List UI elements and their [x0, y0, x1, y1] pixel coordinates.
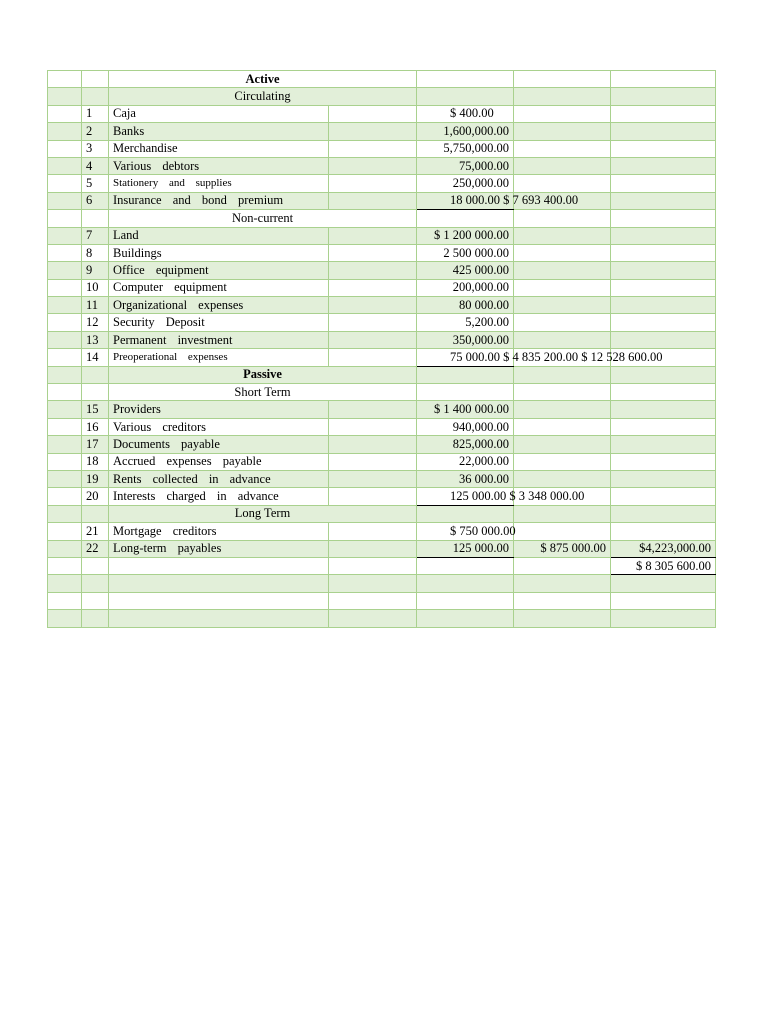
table-row: [48, 523, 716, 540]
row-number-cell[interactable]: 12: [82, 314, 109, 331]
blank-cell[interactable]: [48, 540, 82, 557]
blank-cell[interactable]: [48, 279, 82, 296]
blank-cell[interactable]: [48, 366, 82, 383]
amount-cell[interactable]: 125 000.00 $ 3 348 000.00: [417, 488, 514, 505]
row-number-cell[interactable]: 19: [82, 470, 109, 487]
table-row: [48, 210, 716, 227]
total-cell[interactable]: [611, 470, 716, 487]
table-row: [48, 88, 716, 105]
blank-cell[interactable]: [48, 105, 82, 122]
blank-cell[interactable]: [48, 88, 82, 105]
blank-cell[interactable]: [329, 279, 417, 296]
subtotal-cell[interactable]: [514, 244, 611, 261]
account-label-cell[interactable]: Permanent investment: [109, 331, 329, 348]
blank-cell[interactable]: [48, 523, 82, 540]
amount-cell[interactable]: [417, 88, 514, 105]
account-label-cell[interactable]: Buildings: [109, 244, 329, 261]
account-label-cell[interactable]: Various debtors: [109, 157, 329, 174]
blank-cell[interactable]: [48, 453, 82, 470]
row-number-cell[interactable]: 16: [82, 418, 109, 435]
row-number-cell[interactable]: 21: [82, 523, 109, 540]
account-label-cell[interactable]: [109, 557, 329, 574]
blank-cell[interactable]: [329, 592, 417, 609]
amount-cell[interactable]: [417, 505, 514, 522]
blank-cell[interactable]: [329, 610, 417, 627]
blank-cell[interactable]: [48, 331, 82, 348]
total-cell[interactable]: [611, 227, 716, 244]
account-label-cell[interactable]: Stationery and supplies: [109, 175, 329, 192]
table-row: [48, 279, 716, 296]
blank-cell[interactable]: [329, 140, 417, 157]
total-cell[interactable]: [611, 331, 716, 348]
account-label-cell[interactable]: Caja: [109, 105, 329, 122]
section-heading-cell[interactable]: Circulating: [109, 88, 417, 105]
total-cell[interactable]: [611, 505, 716, 522]
blank-cell[interactable]: [48, 349, 82, 366]
account-label-cell[interactable]: Providers: [109, 401, 329, 418]
blank-cell[interactable]: [48, 610, 82, 627]
blank-cell[interactable]: [48, 436, 82, 453]
amount-cell[interactable]: [417, 592, 514, 609]
blank-cell[interactable]: [329, 157, 417, 174]
blank-cell[interactable]: [48, 314, 82, 331]
amount-cell[interactable]: 18 000.00 $ 7 693 400.00: [417, 192, 514, 209]
section-heading-cell[interactable]: Non-current: [109, 210, 417, 227]
blank-cell[interactable]: [329, 262, 417, 279]
row-number-cell[interactable]: 10: [82, 279, 109, 296]
amount-cell[interactable]: 350,000.00: [417, 331, 514, 348]
amount-cell[interactable]: [417, 366, 514, 383]
subtotal-cell[interactable]: [514, 401, 611, 418]
blank-cell[interactable]: [48, 140, 82, 157]
amount-cell[interactable]: 940,000.00: [417, 418, 514, 435]
blank-cell[interactable]: [48, 384, 82, 401]
table-row: [48, 453, 716, 470]
account-label-cell[interactable]: Preoperational expenses: [109, 349, 329, 366]
blank-cell[interactable]: [329, 523, 417, 540]
amount-cell[interactable]: 2 500 000.00: [417, 244, 514, 261]
table-row: [48, 140, 716, 157]
row-number-cell[interactable]: 15: [82, 401, 109, 418]
blank-cell[interactable]: [329, 123, 417, 140]
blank-cell[interactable]: [48, 192, 82, 209]
blank-cell[interactable]: [329, 453, 417, 470]
blank-cell[interactable]: [48, 401, 82, 418]
row-number-cell[interactable]: 11: [82, 297, 109, 314]
subtotal-cell[interactable]: [514, 453, 611, 470]
total-cell[interactable]: [611, 88, 716, 105]
table-row: [48, 401, 716, 418]
table-row: [48, 349, 716, 366]
account-label-cell[interactable]: Various creditors: [109, 418, 329, 435]
account-label-cell[interactable]: Land: [109, 227, 329, 244]
blank-cell[interactable]: [48, 227, 82, 244]
amount-cell[interactable]: 250,000.00: [417, 175, 514, 192]
blank-cell[interactable]: [329, 244, 417, 261]
amount-cell[interactable]: 1,600,000.00: [417, 123, 514, 140]
blank-cell[interactable]: [48, 557, 82, 574]
table-row: [48, 436, 716, 453]
row-number-cell[interactable]: [82, 557, 109, 574]
account-label-cell[interactable]: [109, 610, 329, 627]
total-cell[interactable]: [611, 262, 716, 279]
row-number-cell[interactable]: [82, 366, 109, 383]
table-row: [48, 384, 716, 401]
account-label-cell[interactable]: Interests charged in advance: [109, 488, 329, 505]
amount-cell[interactable]: 125 000.00: [417, 540, 514, 557]
blank-cell[interactable]: [329, 314, 417, 331]
total-cell[interactable]: [611, 401, 716, 418]
subtotal-cell[interactable]: [514, 523, 611, 540]
account-label-cell[interactable]: Insurance and bond premium: [109, 192, 329, 209]
amount-cell[interactable]: 80 000.00: [417, 297, 514, 314]
subtotal-cell[interactable]: $ 875 000.00: [514, 540, 611, 557]
blank-cell[interactable]: [329, 331, 417, 348]
blank-cell[interactable]: [329, 297, 417, 314]
amount-cell[interactable]: [417, 384, 514, 401]
blank-cell[interactable]: [329, 418, 417, 435]
blank-cell[interactable]: [329, 227, 417, 244]
blank-cell[interactable]: [48, 157, 82, 174]
total-cell[interactable]: $ 8 305 600.00: [611, 557, 716, 574]
row-number-cell[interactable]: 2: [82, 123, 109, 140]
row-number-cell[interactable]: 8: [82, 244, 109, 261]
row-number-cell[interactable]: [82, 384, 109, 401]
blank-cell[interactable]: [48, 470, 82, 487]
account-label-cell[interactable]: [109, 592, 329, 609]
table-row: [48, 314, 716, 331]
total-cell[interactable]: [611, 523, 716, 540]
amount-cell[interactable]: $ 400.00: [417, 105, 514, 122]
subtotal-cell[interactable]: [514, 157, 611, 174]
account-label-cell[interactable]: [109, 575, 329, 592]
subtotal-cell[interactable]: [514, 575, 611, 592]
total-cell[interactable]: $4,223,000.00: [611, 540, 716, 557]
table-row: [48, 418, 716, 435]
row-number-cell[interactable]: [82, 575, 109, 592]
total-cell[interactable]: [611, 436, 716, 453]
subtotal-cell[interactable]: [514, 505, 611, 522]
total-cell[interactable]: [611, 366, 716, 383]
subtotal-cell[interactable]: [514, 384, 611, 401]
total-cell[interactable]: [611, 384, 716, 401]
row-number-cell[interactable]: 20: [82, 488, 109, 505]
total-cell[interactable]: [611, 140, 716, 157]
balance-sheet-table: [47, 70, 716, 628]
table-row: [48, 175, 716, 192]
amount-cell[interactable]: $ 1 200 000.00: [417, 227, 514, 244]
subtotal-cell[interactable]: [514, 366, 611, 383]
account-label-cell[interactable]: Documents payable: [109, 436, 329, 453]
amount-cell[interactable]: 825,000.00: [417, 436, 514, 453]
total-cell[interactable]: [611, 610, 716, 627]
subtotal-cell[interactable]: [514, 105, 611, 122]
subtotal-cell[interactable]: [514, 592, 611, 609]
table-row: [48, 331, 716, 348]
subtotal-cell[interactable]: [514, 610, 611, 627]
table-row: [48, 488, 716, 505]
total-cell[interactable]: [611, 314, 716, 331]
table-row: [48, 297, 716, 314]
row-number-cell[interactable]: 1: [82, 105, 109, 122]
total-cell[interactable]: [611, 488, 716, 505]
row-number-cell[interactable]: 5: [82, 175, 109, 192]
amount-cell[interactable]: 200,000.00: [417, 279, 514, 296]
row-number-cell[interactable]: [82, 610, 109, 627]
table-row: [48, 366, 716, 383]
row-number-cell[interactable]: 22: [82, 540, 109, 557]
blank-cell[interactable]: [329, 105, 417, 122]
subtotal-cell[interactable]: [514, 71, 611, 88]
amount-cell[interactable]: 5,750,000.00: [417, 140, 514, 157]
blank-cell[interactable]: [329, 575, 417, 592]
section-heading-cell[interactable]: Short Term: [109, 384, 417, 401]
account-label-cell[interactable]: Organizational expenses: [109, 297, 329, 314]
account-label-cell[interactable]: Accrued expenses payable: [109, 453, 329, 470]
total-cell[interactable]: [611, 453, 716, 470]
total-cell[interactable]: [611, 592, 716, 609]
row-number-cell[interactable]: [82, 505, 109, 522]
subtotal-cell[interactable]: [514, 470, 611, 487]
blank-cell[interactable]: [329, 192, 417, 209]
table-row: [48, 192, 716, 209]
account-label-cell[interactable]: Security Deposit: [109, 314, 329, 331]
table-row: [48, 592, 716, 609]
amount-cell[interactable]: [417, 610, 514, 627]
account-label-cell[interactable]: Banks: [109, 123, 329, 140]
blank-cell[interactable]: [48, 210, 82, 227]
total-cell[interactable]: [611, 123, 716, 140]
total-cell[interactable]: [611, 105, 716, 122]
table-row: [48, 105, 716, 122]
total-cell[interactable]: [611, 418, 716, 435]
amount-cell[interactable]: [417, 557, 514, 574]
blank-cell[interactable]: [48, 505, 82, 522]
table-row: [48, 610, 716, 627]
row-number-cell[interactable]: 7: [82, 227, 109, 244]
subtotal-cell[interactable]: [514, 140, 611, 157]
subtotal-cell[interactable]: [514, 557, 611, 574]
blank-cell[interactable]: [329, 436, 417, 453]
amount-cell[interactable]: $ 750 000.00: [417, 523, 514, 540]
subtotal-cell[interactable]: [514, 297, 611, 314]
table-row: [48, 123, 716, 140]
table-row: [48, 262, 716, 279]
blank-cell[interactable]: [48, 175, 82, 192]
row-number-cell[interactable]: 3: [82, 140, 109, 157]
table-row: [48, 157, 716, 174]
blank-cell[interactable]: [48, 71, 82, 88]
blank-cell[interactable]: [48, 488, 82, 505]
amount-cell[interactable]: [417, 210, 514, 227]
subtotal-cell[interactable]: [514, 436, 611, 453]
account-label-cell[interactable]: Mortgage creditors: [109, 523, 329, 540]
total-cell[interactable]: [611, 575, 716, 592]
row-number-cell[interactable]: 14: [82, 349, 109, 366]
row-number-cell[interactable]: [82, 88, 109, 105]
account-label-cell[interactable]: Computer equipment: [109, 279, 329, 296]
table-row: [48, 540, 716, 557]
blank-cell[interactable]: [48, 244, 82, 261]
blank-cell[interactable]: [48, 297, 82, 314]
blank-cell[interactable]: [329, 557, 417, 574]
section-heading-cell[interactable]: Long Term: [109, 505, 417, 522]
account-label-cell[interactable]: Long-term payables: [109, 540, 329, 557]
total-cell[interactable]: [611, 210, 716, 227]
total-cell[interactable]: [611, 279, 716, 296]
blank-cell[interactable]: [329, 349, 417, 366]
section-heading-cell[interactable]: Passive: [109, 366, 417, 383]
account-label-cell[interactable]: Rents collected in advance: [109, 470, 329, 487]
blank-cell[interactable]: [48, 123, 82, 140]
table-row: [48, 244, 716, 261]
subtotal-cell[interactable]: [514, 279, 611, 296]
table-row: [48, 557, 716, 574]
subtotal-cell[interactable]: [514, 175, 611, 192]
blank-cell[interactable]: [48, 592, 82, 609]
subtotal-cell[interactable]: [514, 210, 611, 227]
amount-cell[interactable]: 36 000.00: [417, 470, 514, 487]
blank-cell[interactable]: [48, 262, 82, 279]
blank-cell[interactable]: [329, 470, 417, 487]
section-heading-cell[interactable]: Active: [109, 71, 417, 88]
amount-cell[interactable]: 22,000.00: [417, 453, 514, 470]
subtotal-cell[interactable]: [514, 331, 611, 348]
amount-cell[interactable]: 75,000.00: [417, 157, 514, 174]
subtotal-cell[interactable]: [514, 88, 611, 105]
total-cell[interactable]: [611, 71, 716, 88]
blank-cell[interactable]: [329, 401, 417, 418]
subtotal-cell[interactable]: [514, 123, 611, 140]
subtotal-cell[interactable]: [514, 227, 611, 244]
table-row: [48, 227, 716, 244]
amount-cell[interactable]: [417, 575, 514, 592]
total-cell[interactable]: [611, 157, 716, 174]
row-number-cell[interactable]: 17: [82, 436, 109, 453]
blank-cell[interactable]: [329, 175, 417, 192]
amount-cell[interactable]: 75 000.00 $ 4 835 200.00 $ 12 528 600.00: [417, 349, 514, 366]
table-row: [48, 470, 716, 487]
row-number-cell[interactable]: 18: [82, 453, 109, 470]
row-number-cell[interactable]: [82, 210, 109, 227]
table-row: [48, 575, 716, 592]
total-cell[interactable]: [611, 175, 716, 192]
subtotal-cell[interactable]: [514, 314, 611, 331]
blank-cell[interactable]: [48, 575, 82, 592]
row-number-cell[interactable]: [82, 592, 109, 609]
amount-cell[interactable]: $ 1 400 000.00: [417, 401, 514, 418]
row-number-cell[interactable]: 13: [82, 331, 109, 348]
blank-cell[interactable]: [329, 540, 417, 557]
blank-cell[interactable]: [48, 418, 82, 435]
row-number-cell[interactable]: [82, 71, 109, 88]
account-label-cell[interactable]: Merchandise: [109, 140, 329, 157]
table-row: [48, 505, 716, 522]
amount-cell[interactable]: 5,200.00: [417, 314, 514, 331]
total-cell[interactable]: [611, 192, 716, 209]
total-cell[interactable]: [611, 297, 716, 314]
amount-cell[interactable]: 425 000.00: [417, 262, 514, 279]
blank-cell[interactable]: [329, 488, 417, 505]
balance-sheet-body: [48, 71, 716, 628]
subtotal-cell[interactable]: [514, 262, 611, 279]
row-number-cell[interactable]: 9: [82, 262, 109, 279]
account-label-cell[interactable]: Office equipment: [109, 262, 329, 279]
row-number-cell[interactable]: 4: [82, 157, 109, 174]
total-cell[interactable]: [611, 244, 716, 261]
table-row: [48, 71, 716, 88]
subtotal-cell[interactable]: [514, 418, 611, 435]
row-number-cell[interactable]: 6: [82, 192, 109, 209]
amount-cell[interactable]: [417, 71, 514, 88]
